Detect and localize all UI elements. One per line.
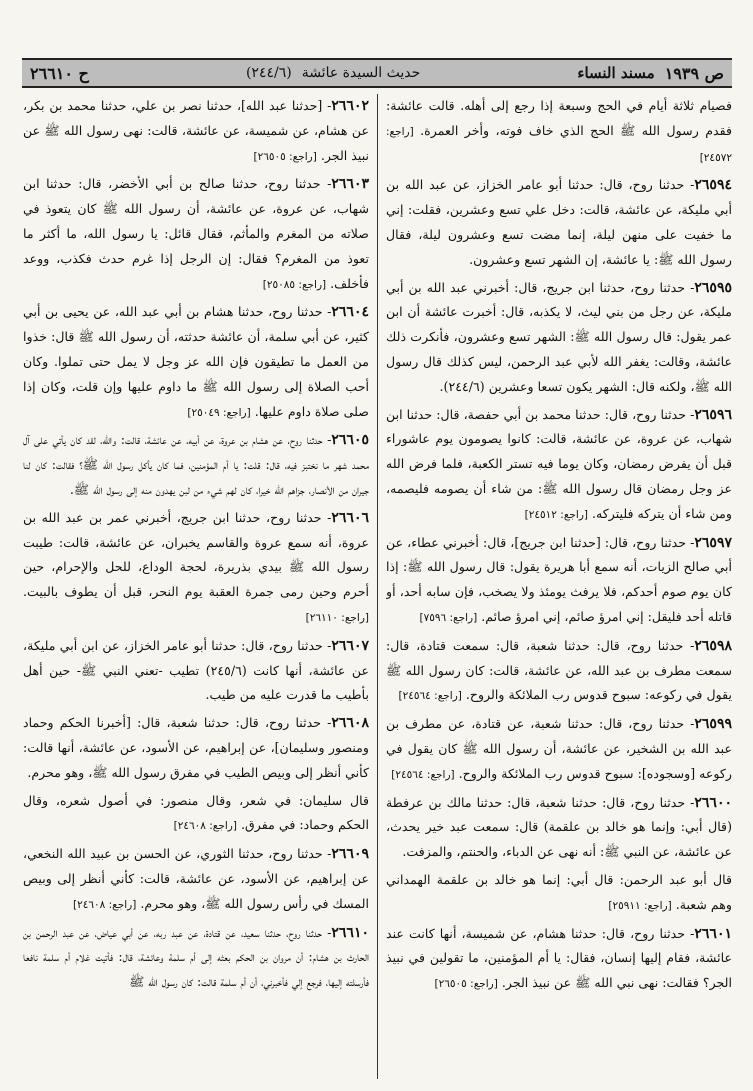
hadith-number: ٢٦٦١٠ xyxy=(331,924,369,941)
hadith-number: ٢٦٦٠٩ xyxy=(331,846,369,863)
hadith-number: ٢٦٦٠٣ xyxy=(331,176,369,193)
hadith-number: ٢٦٥٩٦ xyxy=(694,406,732,423)
cross-reference: [راجع: ٢٥٠٨٥] xyxy=(262,278,327,291)
column-divider xyxy=(377,94,378,1079)
hadith-entry xyxy=(386,634,732,709)
section-subtitle: حديث السيدة عائشة xyxy=(301,65,421,81)
cross-reference: [راجع: ٢٤٥١٢] xyxy=(524,508,588,521)
hadith-text: - [حدثنا عبد الله]، حدثنا نصر بن علي، حدثنا محمد بن بكر، عن هشام، عن شميسة، عن عائشة، قالت: نهى رسول الله ﷺ عن نبيذ الجر. xyxy=(23,98,369,163)
cross-reference: [راجع: ٧٥٩٦] xyxy=(419,611,478,624)
hadith-text: - حدثنا روح، قال: حدثنا شعبة، قال: حدثنا مالك بن عرفطة (قال أبي: وإنما هو خالد بن علقمة) قال: سمعت عبد خير يحدث، عن عائشة، عن النبي ﷺ: أنه نهى عن الدباء، والحنتم، والمزفت. xyxy=(386,794,732,860)
hadith-text: - حدثنا روح، قال: حدثنا شعبة، قال: سمعت قتادة، قال: سمعت مطرف بن عبد الله، عن عائشة، قالت: كان رسول الله ﷺ يقول في ركوعه: سبوح قدوس رب الملائكة والروح. xyxy=(386,637,732,703)
cross-reference: [راجع: ٢٤٥٦٤] xyxy=(398,690,462,703)
hadith-text: - حدثنا روح، قال: حدثنا شعبة، قال: [أخبرنا الحكم وحماد ومنصور وسليمان]، عن إبراهيم، عن الأسود، عن عائشة، أنها قالت: كأني أنظر إلى وبيص الطيب في مفرق رسول الله ﷺ، وهو محرم. xyxy=(23,715,369,780)
cross-reference: [راجع: ٢٤٥٦٤] xyxy=(391,768,455,781)
hadith-entry xyxy=(386,173,732,272)
hadith-entry xyxy=(386,712,732,787)
hadith-entry xyxy=(23,921,369,995)
header-right-group xyxy=(577,64,724,83)
hadith-text: - حدثنا روح، حدثنا ابن جريج، قال: أخبرني عبد الله بن أبي مليكة، عن رجل من بني ليث، لا يكذبه، قال: أخبرت عائشة أن ابن عمر يقول: قال رسول الله ﷺ: الشهر تسع وعشرون، فأنكرت ذلك عائشة، وقالت: يغفر الله لأبي عبد الرحمن، ليس كذلك قال رسول الله ﷺ، ولكنه قال: الشهر يكون تسعا وعشرين (٢٤٤/٦). xyxy=(386,279,732,394)
hadith-text: - حدثنا روح، قال: حدثنا أبو عامر الخزاز، عن عبد الله بن أبي مليكة، عن عائشة، قالت: دخل علي تسع وعشرين، فقلت: إني ما خفيت على منهن ليلة، إنما مضت تسع وعشرون ليلة، فقال رسول الله ﷺ: يا عائشة، إن الشهر تسع وعشرون. xyxy=(386,177,732,267)
hadith-text: - حدثنا روح، حدثنا ابن جريج، أخبرني عمر بن عبد الله بن عروة، أنه سمع عروة والقاسم يخبران، عن عائشة، قالت: طيبت رسول الله ﷺ بيدي بذريرة، لحجة الوداع، للحل والإحرام، حين أحرم وحين رمى جمرة العقبة يوم النحر، قبل أن يطوف بالبيت. xyxy=(23,509,369,600)
hadith-number: ٢٦٦٠٨ xyxy=(331,715,369,732)
cross-reference: [راجع: ٢٦٥٠٥] xyxy=(253,150,317,163)
hadith-text: - حدثنا روح، قال: حدثنا أبو عامر الخزاز، عن ابن أبي مليكة، عن عائشة، أنها كانت (٢٤٥/٦) تطيب -تعني النبي ﷺ- حين أهل بأطيب ما قدرت عليه من طيب. xyxy=(23,637,369,703)
hadith-entry xyxy=(23,428,369,502)
hadith-number: ٢٦٥٩٧ xyxy=(694,534,732,551)
hadith-text: - حدثنا روح، حدثنا هشام بن أبي عبد الله، عن يحيى بن أبي كثير، عن أبي سلمة، أن عائشة حدثته، أن رسول الله ﷺ قال: خذوا من العمل ما تطيقون فإن الله عز وجل لا يمل حتى تملوا. وكان أحب الصلاة إلى رسول الله ﷺ ما داوم عليها وإن قلت، وكان إذا صلى صلاة داوم عليها. xyxy=(23,304,369,419)
cross-reference: [راجع: ٢٦١١٠] xyxy=(305,611,369,624)
header-left-group xyxy=(30,64,89,83)
cross-reference: [راجع: ٢٥٠٤٩] xyxy=(187,406,251,419)
cross-reference: [راجع: ٢٦٥٠٥] xyxy=(434,978,498,991)
hadith-number: ٢٦٥٩٤ xyxy=(694,177,732,194)
header-center-group xyxy=(246,65,420,81)
page-number: ص ١٩٣٩ xyxy=(664,63,724,83)
editor-note xyxy=(386,94,732,170)
hadith-text: - حدثنا روح، حدثنا صالح بن أبي الأخضر، قال: حدثنا ابن شهاب، عن عروة، عن عائشة، أن رسول الله ﷺ كان يتعوذ في صلاته من المغرم والمأثم، فقال قائل: يا رسول الله، ما أكثر ما تعوذ من المغرم؟ فقال: إن الرجل إذا غرم حدث فكذب، ووعد فأخلف. xyxy=(23,176,369,291)
hadith-text: - حدثنا روح، عن هشام بن عروة، عن أبيه، عن عائشة، قالت: والله، لقد كان يأتي على آل محمد شهر ما نختبز فيه، قال: قلت: يا أم المؤمنين، فما كان يأكل رسول الله ﷺ؟ فقالت: كان لنا جيران من الأنصار، جزاهم الله خيرا، كان لهم شيء من لبن يهدون منه إلى رسول الله ﷺ. xyxy=(23,432,369,497)
hadith-text: - حدثنا روح، قال: [حدثنا ابن جريج]، قال: أخبرني عطاء، عن أبي صالح الزيات، أنه سمع أبا هريرة يقول: قال رسول الله ﷺ: إذا كان يوم صوم أحدكم، فلا يرفث يومئذ ولا يصخب، فإن سابه أحد، أو قاتله أحد فليقل: إني امرؤ صائم، إني امرؤ صائم. xyxy=(386,534,732,624)
hadith-number: ٢٦٦٠٧ xyxy=(331,637,369,654)
cross-reference: [راجع: ٢٤٥٧٢] xyxy=(386,125,732,164)
hadith-text: - حدثنا روح، قال: حدثنا شعبة، عن قتادة، عن مطرف بن عبد الله بن الشخير، عن عائشة، أن رسول الله ﷺ كان يقول في ركوعه [وسجوده]: سبوح قدوس رب الملائكة والروح. xyxy=(386,716,732,781)
hadith-number: ٢٦٦٠٥ xyxy=(331,432,369,449)
hadith-number: ٢٦٥٩٥ xyxy=(694,279,732,296)
hadith-number: ٢٦٥٩٨ xyxy=(694,637,732,654)
hadith-number: ٢٦٦٠٢ xyxy=(331,98,369,114)
hadith-text: فصيام ثلاثة أيام في الحج وسبعة إذا رجع إلى أهله. قالت عائشة: فقدم رسول الله ﷺ الحج الذي خاف فوته، وأخر العمرة. xyxy=(386,98,732,138)
cross-reference: [راجع: ٢٥٩١١] xyxy=(608,899,672,912)
editor-note xyxy=(386,868,732,919)
hadith-entry xyxy=(386,922,732,997)
hadith-entry xyxy=(23,634,369,708)
left-column xyxy=(23,94,369,1079)
hadith-entry xyxy=(23,842,369,917)
hadith-text: - حدثنا روح، حدثنا الثوري، عن الحسن بن عبيد الله النخعي، عن إبراهيم، عن الأسود، عن عائشة، قالت: كأني أنظر إلى وبيص المسك في رأس رسول الله ﷺ، وهو محرم. xyxy=(23,846,369,911)
hadith-number: ٢٦٦٠٦ xyxy=(331,509,369,526)
cross-reference: [راجع: ٢٤٦٠٨] xyxy=(173,820,237,833)
hadith-entry xyxy=(386,403,732,528)
book-title: مسند النساء xyxy=(577,64,655,82)
volume-reference: (٢٤٤/٦) xyxy=(245,65,292,81)
hadith-text: - حدثنا روح، قال: حدثنا محمد بن أبي حفصة، قال: حدثنا ابن شهاب، عن عروة، عن عائشة، قالت: كانوا يصومون يوم عاشوراء قبل أن يفرض رمضان، وكان يوما فيه تستر الكعبة، فلما فرض الله عز وجل رمضان قال رسول الله ﷺ: من شاء أن يصومه فليصمه، ومن شاء أن يتركه فليتركه. xyxy=(386,406,732,521)
hadith-entry xyxy=(386,276,732,400)
hadith-text: قال أبو عبد الرحمن: قال أبي: إنما هو خالد بن علقمة الهمداني وهم شعبة. xyxy=(386,871,732,912)
hadith-entry xyxy=(23,172,369,297)
text-columns xyxy=(22,94,732,1079)
hadith-text: - حدثنا روح، حدثنا سعيد، عن قتادة، عن عبد ربه، عن أبي عياض، عن عبد الرحمن بن الحارث بن هشام: أن مروان بن الحكم بعثه إلى أم سلمة وعائشة، قال: فأتيت غلام أم سلمة نافعا فأرسلته إليها، فرجع إلي فأخبرني، أن أم سلمة قالت: كان رسول الله ﷺ xyxy=(23,924,369,990)
hadith-entry xyxy=(386,791,732,865)
cross-reference: [راجع: ٢٤٦٠٨] xyxy=(72,898,137,911)
hadith-text: - حدثنا روح، قال: حدثنا هشام، عن شميسة، أنها كانت عند عائشة، فقام إليها إنسان، فقال: يا أم المؤمنين، ما تقولين في نبيذ الجر؟ فقالت: نهى نبي الله ﷺ عن نبيذ الجر. xyxy=(386,925,732,991)
editor-note xyxy=(23,789,369,840)
hadith-entry xyxy=(23,506,369,631)
hadith-entry xyxy=(386,531,732,631)
hadith-number: ٢٦٦٠٤ xyxy=(331,304,369,321)
hadith-number: ٢٦٦٠٠ xyxy=(694,794,732,811)
hadith-entry xyxy=(23,711,369,785)
hadith-number: ٢٦٥٩٩ xyxy=(694,716,732,733)
hadith-number: ٢٦٦٠١ xyxy=(694,925,732,942)
hadith-text: قال سليمان: في شعر، وقال منصور: في أصول شعره، وقال الحكم وحماد: في مفرق. xyxy=(23,792,369,833)
right-column xyxy=(386,94,732,1079)
hadith-range: ح ٢٦٦١٠ xyxy=(30,63,89,83)
page-header xyxy=(22,58,732,88)
hadith-entry xyxy=(23,94,369,169)
hadith-entry xyxy=(23,300,369,425)
